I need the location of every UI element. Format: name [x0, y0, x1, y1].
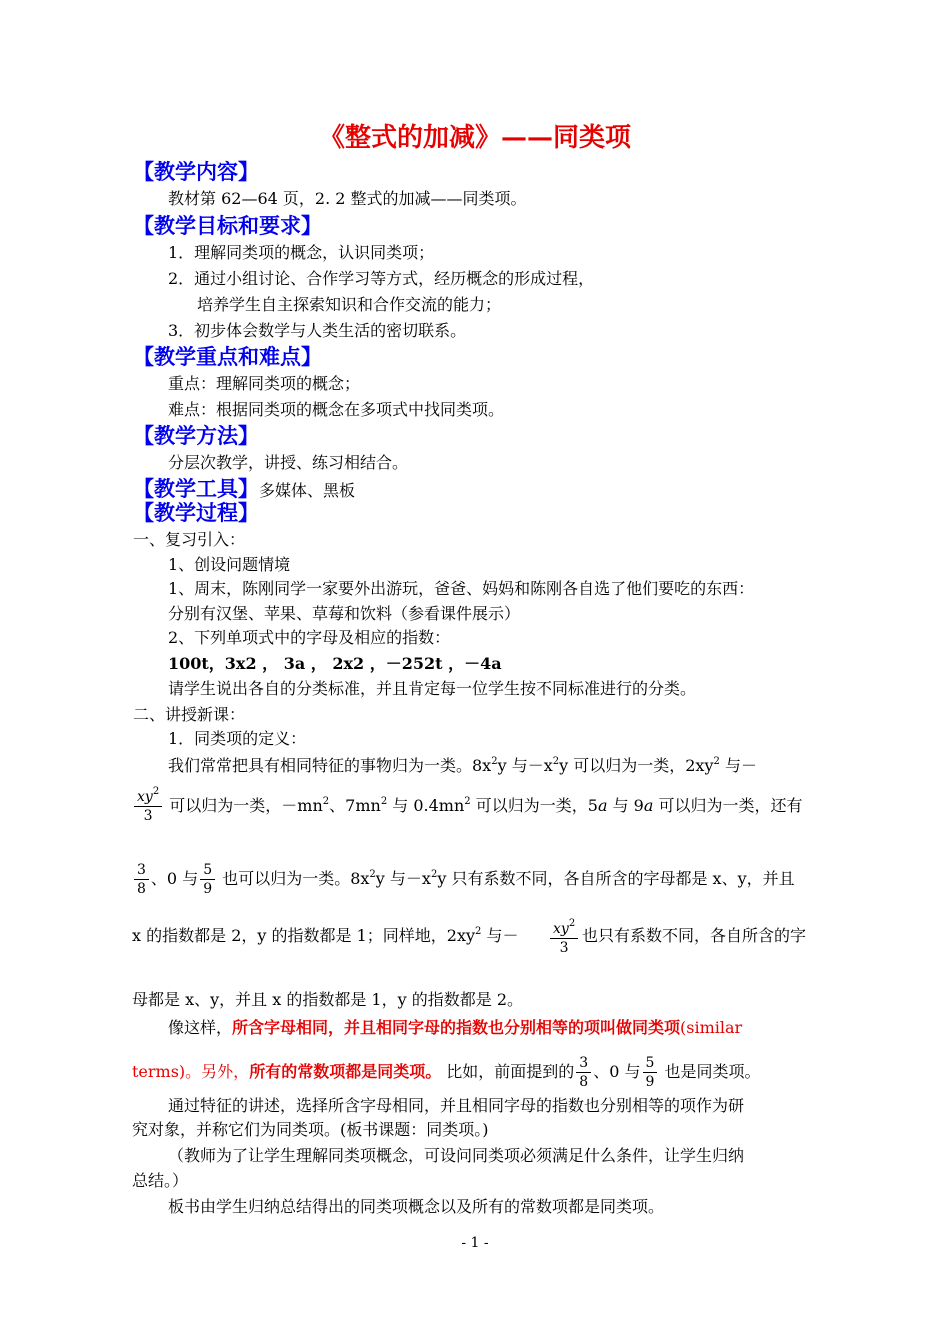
definition-line: terms)。另外，所有的常数项都是同类项。 比如，前面提到的 $\frac{3}{8}$ 、0 与 $\frac{5}{9}$ 也是同类项。: [132, 1055, 761, 1090]
paragraph-line: 通过特征的讲述，选择所含字母相同，并且相同字母的指数也分别相等的项作为研: [168, 1096, 745, 1115]
definition-line: 像这样，所含字母相同，并且相同字母的指数也分别相等的项叫做同类项(similar: [168, 1018, 743, 1037]
key-point: 重点：理解同类项的概念；: [168, 374, 361, 393]
process-step-1: 一、复习引入：: [133, 530, 246, 549]
goal-2a: 2．通过小组讨论、合作学习等方式，经历概念的形成过程，: [168, 269, 595, 288]
goal-3: 3．初步体会数学与人类生活的密切联系。: [168, 321, 467, 340]
fraction: $\frac{3}{8}$: [134, 861, 149, 898]
paragraph-line: 总结。）: [132, 1171, 189, 1190]
page-number: - 1 -: [461, 1235, 489, 1251]
goal-1: 1．理解同类项的概念，认识同类项；: [168, 243, 435, 262]
fraction: $\frac{xy^2}{3}$: [134, 788, 162, 825]
fraction: $\frac{5}{9}$: [200, 861, 215, 898]
difficult-point: 难点：根据同类项的概念在多项式中找同类项。: [168, 400, 505, 419]
process-step-2: 二、讲授新课：: [133, 705, 246, 724]
content-text: 教材第 62—64 页，2. 2 整式的加减——同类项。: [168, 189, 527, 208]
paragraph-line: 板书由学生归纳总结得出的同类项概念以及所有的常数项都是同类项。: [168, 1197, 665, 1216]
section-heading-content: 【教学内容】: [133, 159, 259, 184]
paragraph-line: 我们常常把具有相同特征的事物归为一类。$8x^2y$ 与$-x^2y$ 可以归为一类，$2xy^2$ 与－: [168, 756, 757, 775]
fraction-xy2-3: $\frac{xy^2}{3}$: [548, 920, 580, 957]
tools-text: 多媒体、黑板: [259, 481, 356, 500]
definition-heading: 1．同类项的定义：: [168, 729, 307, 748]
process-line: 1、周末，陈刚同学一家要外出游玩，爸爸、妈妈和陈刚各自选了他们要吃的东西：: [168, 579, 755, 598]
paragraph-line: 究对象，并称它们为同类项。(板书课题：同类项。): [132, 1120, 489, 1139]
goal-2b: 培养学生自主探索知识和合作交流的能力；: [197, 295, 502, 314]
paragraph-line: $\frac{xy^2}{3}$ 可以归为一类，$-mn^2$、$7mn^2$ 与 $0.4mn^2$ 可以归为一类，5a 与 9a 可以归为一类，还有: [132, 788, 803, 825]
monomial-list: 100t，3x2 ， 3a ， 2x2 ，－252t ，－4a: [168, 654, 502, 673]
paragraph-line: 母都是 x、y，并且 x 的指数都是 1，y 的指数都是 2。: [132, 990, 524, 1009]
section-heading-goals: 【教学目标和要求】: [133, 213, 322, 238]
fraction: $\frac{5}{9}$: [643, 1054, 658, 1091]
paragraph-line: 也只有系数不同，各自所含的字: [582, 926, 807, 945]
fraction: $\frac{3}{8}$: [576, 1054, 591, 1091]
section-heading-process: 【教学过程】: [133, 500, 259, 525]
definition-highlight: 所含字母相同，并且相同字母的指数也分别相等的项叫做同类项: [232, 1018, 681, 1037]
page-title: 《整式的加减》——同类项: [318, 123, 631, 153]
paragraph-line: $\frac{3}{8}$ 、0 与 $\frac{5}{9}$ 也可以归为一类。$8x^2y$ 与$-x^2y$ 只有系数不同，各自所含的字母都是 x、y，并且: [132, 861, 795, 898]
section-heading-tools: 【教学工具】: [133, 476, 259, 501]
process-line: 2、下列单项式中的字母及相应的指数：: [168, 628, 451, 647]
process-line: 分别有汉堡、苹果、草莓和饮料（参看课件展示）: [168, 604, 521, 623]
section-heading-keys: 【教学重点和难点】: [133, 344, 322, 369]
process-line: 请学生说出各自的分类标准，并且肯定每一位学生按不同标准进行的分类。: [168, 679, 697, 698]
paragraph-line: （教师为了让学生理解同类项概念，可设问同类项必须满足什么条件，让学生归纳: [168, 1146, 745, 1165]
method-text: 分层次教学，讲授、练习相结合。: [168, 453, 409, 472]
section-heading-method: 【教学方法】: [133, 423, 259, 448]
constant-terms-highlight: 所有的常数项都是同类项。: [249, 1062, 442, 1081]
process-line: 1、创设问题情境: [168, 555, 291, 574]
paragraph-line: x 的指数都是 2，y 的指数都是 1；同样地，$2xy^2$ 与－: [132, 926, 519, 945]
